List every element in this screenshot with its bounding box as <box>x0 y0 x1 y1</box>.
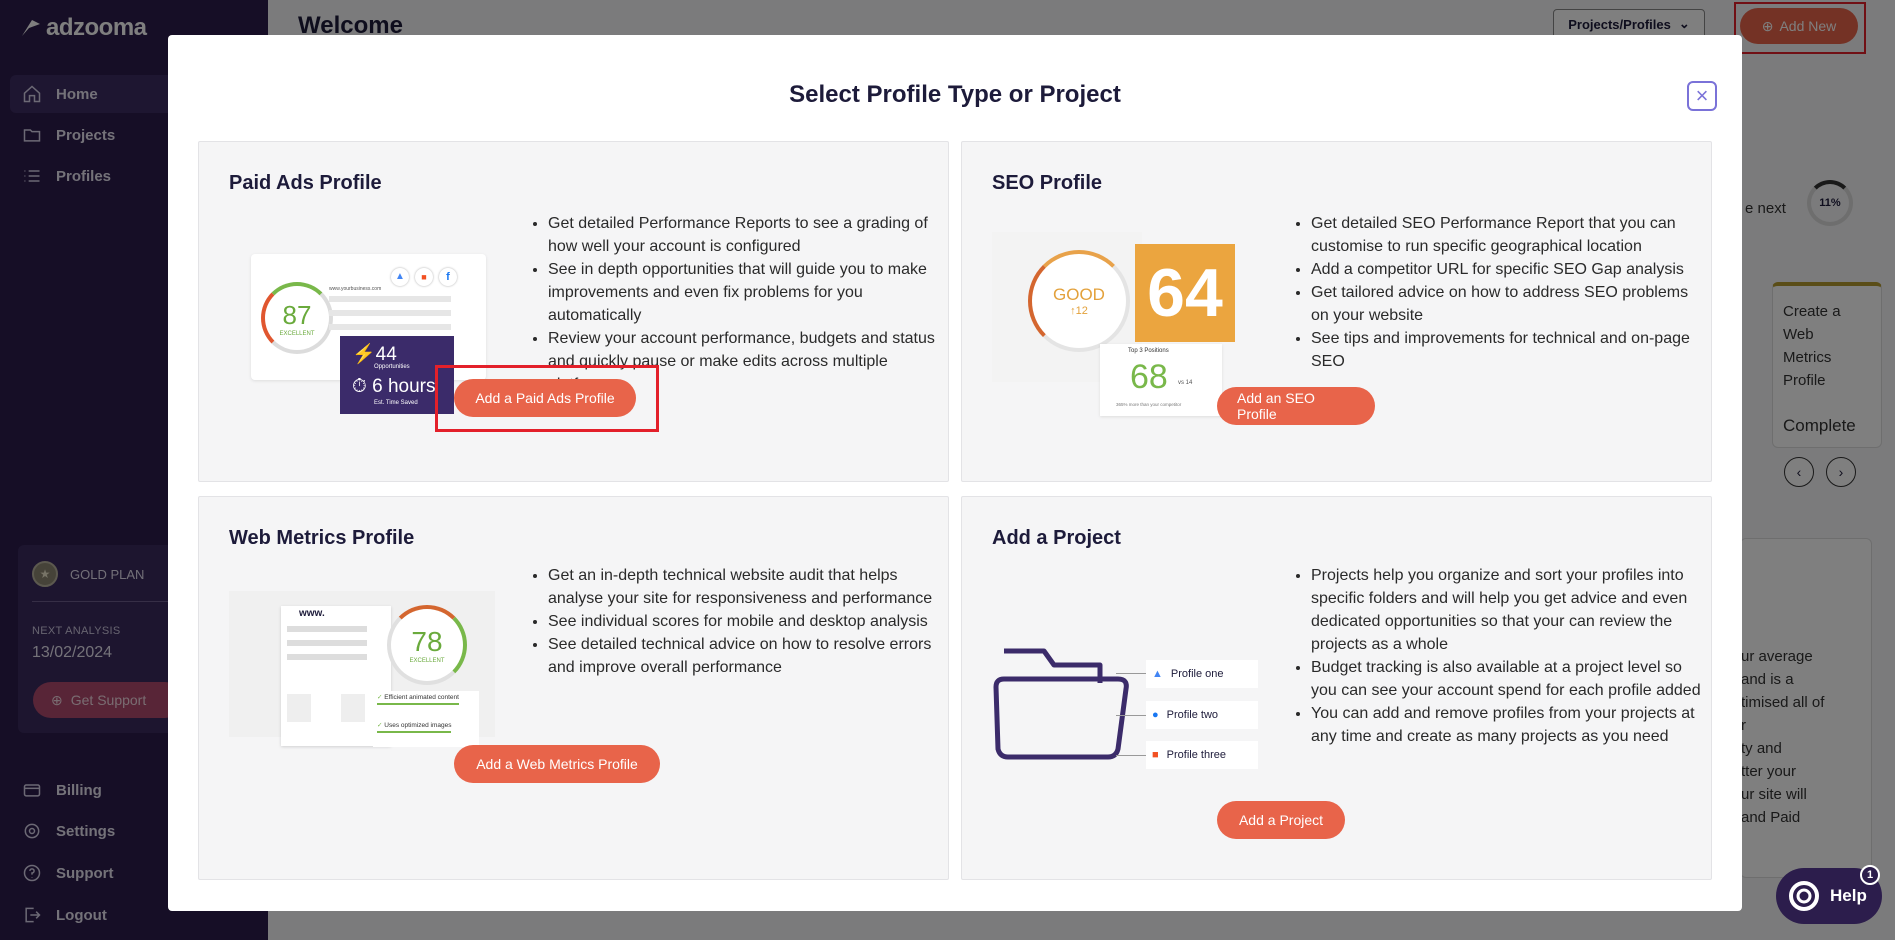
positions-value: 68 <box>1130 358 1168 396</box>
opps-row <box>352 342 397 366</box>
list-item: • Get detailed Performance Reports to see a grading of how well your account is configured <box>548 212 938 258</box>
connector-line <box>1116 715 1146 716</box>
time-row <box>352 376 435 398</box>
positions-footnote: 365% more than your competitor <box>1116 402 1182 407</box>
image-placeholder <box>341 694 365 722</box>
check-text: Uses optimized images <box>384 722 452 729</box>
list-item: • You can add and remove profiles from your projects at any time and create as many projects as you need <box>1311 702 1701 748</box>
profile-chip <box>1146 741 1258 769</box>
list-item: • Add a competitor URL for specific SEO Gap analysis <box>1311 258 1701 281</box>
seo-illustration <box>992 232 1223 416</box>
card-title: Add a Project <box>992 527 1121 549</box>
checks-panel <box>373 691 479 747</box>
profile-chip <box>1146 660 1258 688</box>
card-title: Paid Ads Profile <box>229 172 382 194</box>
modal-title: Select Profile Type or Project <box>789 81 1121 108</box>
positions-vs: vs 14 <box>1178 380 1193 386</box>
add-web-metrics-profile-button[interactable]: Add a Web Metrics Profile <box>454 745 660 783</box>
profile-name: Profile three <box>1166 749 1226 761</box>
url-text: www.yourbusiness.com <box>329 286 382 292</box>
grade-delta: ↑12 <box>1070 305 1088 317</box>
check-item <box>377 721 451 733</box>
stopwatch-icon: ⏱ <box>352 376 367 397</box>
select-profile-modal <box>168 35 1742 911</box>
lightning-icon: ⚡ <box>352 344 376 365</box>
image-placeholder <box>287 694 311 722</box>
add-project-card <box>961 496 1712 880</box>
list-item: • Get detailed SEO Performance Report that you can customise to run specific geographical location <box>1311 212 1701 258</box>
list-item: • Get an in-depth technical website audit that helps analyse your site for responsiveness and performance <box>548 564 938 610</box>
web-score-value: 78 <box>411 626 443 657</box>
project-bullets <box>1291 564 1701 748</box>
web-score-label: EXCELLENT <box>409 658 445 664</box>
illus-bar <box>329 324 451 330</box>
facebook-icon: ● <box>1152 709 1159 721</box>
card-title: SEO Profile <box>992 172 1103 194</box>
time-value: 6 hours <box>372 376 436 397</box>
microsoft-icon: ■ <box>415 268 433 286</box>
list-item: • Get tailored advice on how to address SEO problems on your website <box>1311 281 1701 327</box>
check-icon: ✓ <box>377 722 383 729</box>
web-metrics-card <box>198 496 949 880</box>
notification-badge: 1 <box>1860 865 1880 885</box>
web-metrics-illustration <box>229 591 495 753</box>
paid-ads-highlight <box>435 365 659 432</box>
add-seo-profile-button[interactable]: Add an SEO Profile <box>1217 387 1375 425</box>
platform-icons <box>391 268 457 286</box>
list-item: • See in depth opportunities that will guide you to make improvements and even fix problems for you automatically <box>548 258 938 327</box>
add-paid-ads-profile-button[interactable]: Add a Paid Ads Profile <box>454 379 636 417</box>
web-metrics-bullets <box>528 564 938 679</box>
help-button[interactable] <box>1776 868 1882 924</box>
connector-line <box>1116 673 1146 674</box>
seo-bullets <box>1291 212 1701 373</box>
lifebuoy-icon <box>1788 880 1820 912</box>
score-gauge <box>261 282 333 354</box>
list-item: • See detailed technical advice on how to resolve errors and improve overall performance <box>548 633 938 679</box>
seo-card <box>961 141 1712 482</box>
google-ads-icon: ▲ <box>391 268 409 286</box>
profile-chip <box>1146 701 1258 729</box>
profile-name: Profile two <box>1166 709 1219 721</box>
illus-bar <box>287 654 367 660</box>
web-score-gauge <box>387 605 467 685</box>
score-label: EXCELLENT <box>279 330 315 337</box>
help-label: Help <box>1830 886 1867 905</box>
grade-gauge <box>1028 250 1130 352</box>
illus-bar <box>329 296 451 302</box>
close-button[interactable] <box>1687 81 1717 111</box>
big-score: 64 <box>1135 244 1235 342</box>
illus-bar <box>287 626 367 632</box>
grade-value: GOOD <box>1053 285 1105 304</box>
check-text: Efficient animated content <box>384 694 459 701</box>
list-item: • See tips and improvements for technical and on-page SEO <box>1311 327 1701 373</box>
connector-line <box>1116 755 1146 756</box>
time-label: Est. Time Saved <box>374 400 418 406</box>
list-item: • See individual scores for mobile and desktop analysis <box>548 610 938 633</box>
close-icon: × <box>1695 83 1709 108</box>
google-ads-icon: ▲ <box>1152 668 1163 680</box>
illus-bar <box>329 310 451 316</box>
check-icon: ✓ <box>377 694 383 701</box>
list-item: • Budget tracking is also available at a project level so you can see your account spend for each profile added <box>1311 656 1701 702</box>
folder-icon <box>992 643 1142 763</box>
opps-value: 44 <box>375 344 397 365</box>
top-positions-label: Top 3 Positions <box>1128 348 1169 354</box>
profile-name: Profile one <box>1170 668 1224 680</box>
card-title: Web Metrics Profile <box>229 527 415 549</box>
check-item <box>377 693 459 705</box>
facebook-icon: f <box>439 268 457 286</box>
illus-bar <box>287 640 367 646</box>
project-illustration <box>992 643 1262 763</box>
list-item: • Projects help you organize and sort your profiles into specific folders and will help you get advice and even dedicated opportunities so that your can review the projects as a whole <box>1311 564 1701 656</box>
list-item: • Review your account performance, budgets and status and quickly pause or make edits across multiple <box>548 327 938 396</box>
microsoft-icon: ■ <box>1152 749 1159 761</box>
score-value: 87 <box>282 299 312 330</box>
www-label: www. <box>299 608 325 619</box>
opps-label: Opportunities <box>374 364 410 370</box>
add-project-button[interactable]: Add a Project <box>1217 801 1345 839</box>
positions-panel <box>1100 344 1222 416</box>
paid-ads-card <box>198 141 949 482</box>
